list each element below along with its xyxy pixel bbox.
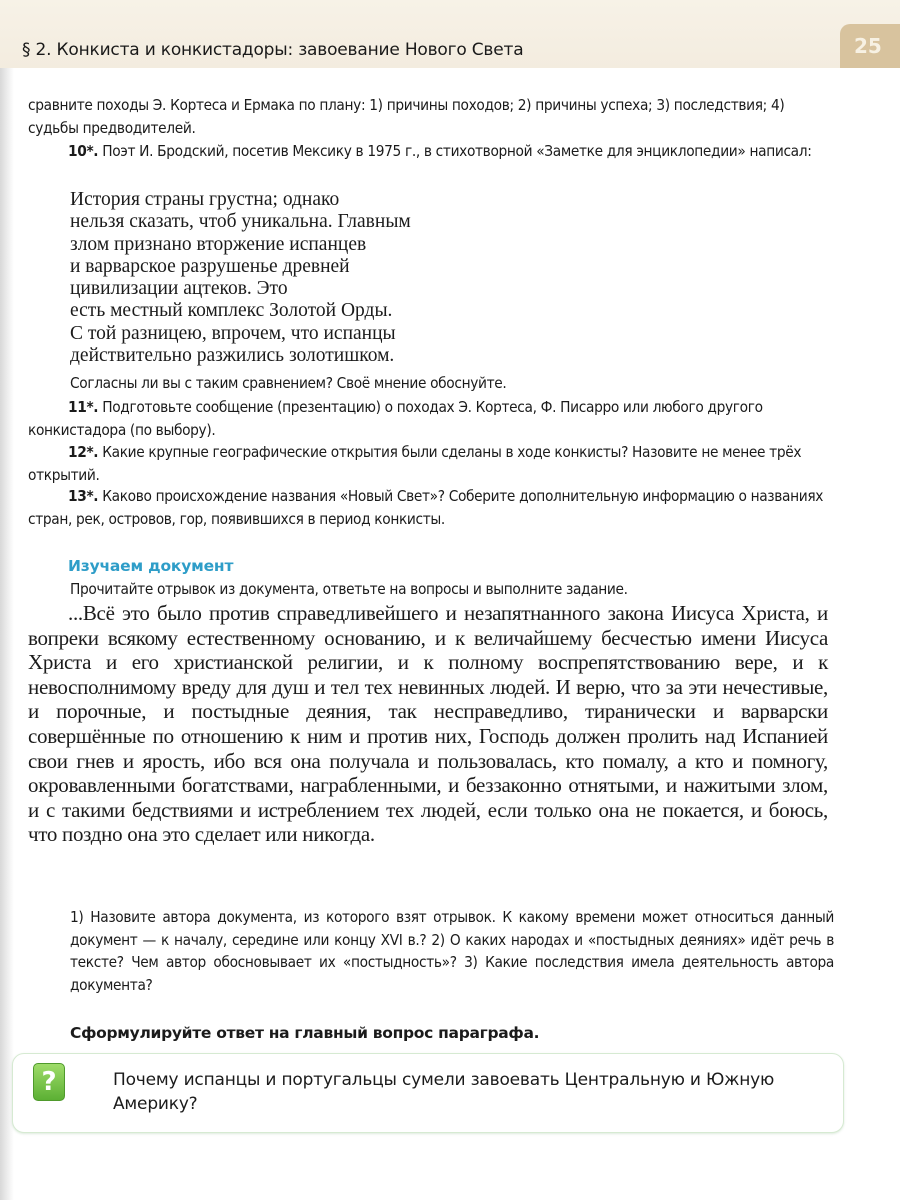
task-text: Подготовьте сообщение (презентацию) о походах Э. Кортеса, Ф. Писарро или любого другого конкистадора (по выбору).: [28, 398, 763, 439]
poem-line: История страны грустна; однако: [70, 189, 340, 210]
section-title-study-document: Изучаем документ: [68, 557, 234, 575]
page-edge-shadow: [0, 0, 14, 1200]
task-11: [28, 396, 834, 441]
poem-line: цивилизации ацтеков. Это: [70, 278, 288, 300]
task-10-question: Согласны ли вы с таким сравнением? Своё мнение обоснуйте.: [70, 374, 507, 392]
document-excerpt: ...Всё это было против справедливейшего и незапятнанного закона Иисуса Христа, и вопреки всякому естественному основанию, и к величайшему бесчестью имени Иисуса Христа и его христианской религии, и к полному воспрепятствованию вере, и к невосполнимому вреду для душ и тел тех невинных людей. И верю, что за эти нечестивые, и порочные, и постыдные деяния, так несправедливо, тиранически и варварски совершённые по отношению к ним и против них, Господь должен пролить над Испанией свои гнев и ярость, ибо вся она получала и пользовалась, кто помалу, а кто и помногу, окровавленными богатствами, награбленными, и беззаконно отнятыми, и нажитыми злом, и с такими бедствиями и истреблением тех людей, если только она не покается, и боюсь, что поздно она это сделает или никогда.: [28, 601, 828, 847]
task-number: 13*.: [68, 487, 99, 505]
poem-quote: [70, 189, 411, 367]
question-mark-icon: ?: [33, 1063, 65, 1101]
poem-line: действительно разжились золотишком.: [70, 345, 395, 367]
poem-line: и варварское разрушенье древней: [70, 255, 350, 277]
poem-line: С той разницею, впрочем, что испанцы: [70, 322, 396, 344]
task-12: [28, 441, 834, 486]
task-text: Какие крупные географические открытия были сделаны в ходе конкисты? Назовите не менее трёх открытий.: [28, 443, 802, 484]
task-13: [28, 485, 834, 530]
main-question: Почему испанцы и португальцы сумели завоевать Центральную и Южную Америку?: [113, 1070, 775, 1114]
document-instruction: Прочитайте отрывок из документа, ответьте на вопросы и выполните задание.: [70, 580, 628, 598]
task-number: 11*.: [68, 398, 99, 416]
page-number: 25: [854, 34, 882, 58]
task-number: 12*.: [68, 443, 99, 461]
task-intro-continuation: сравните походы Э. Кортеса и Ермака по плану: 1) причины походов; 2) причины успеха; 3) последствия; 4) судьбы предводителей.: [28, 96, 785, 137]
task-text: Поэт И. Бродский, посетив Мексику в 1975 г., в стихотворной «Заметке для энциклопедии» написал:: [102, 142, 812, 160]
page-header: [0, 0, 900, 68]
page-number-badge: [840, 24, 900, 68]
poem-line: нельзя сказать, чтоб уникальна. Главным: [70, 211, 411, 233]
poem-line: злом признано вторжение испанцев: [70, 233, 367, 255]
task-number: 10*.: [68, 142, 99, 160]
final-prompt: Сформулируйте ответ на главный вопрос параграфа.: [70, 1024, 540, 1042]
paragraph-title: § 2. Конкиста и конкистадоры: завоевание Нового Света: [22, 40, 524, 60]
task-text: Каково происхождение названия «Новый Свет»? Соберите дополнительную информацию о названиях стран, рек, островов, гор, появившихся в период конкисты.: [28, 487, 824, 528]
main-question-box: [12, 1053, 844, 1133]
poem-line: есть местный комплекс Золотой Орды.: [70, 300, 393, 322]
document-questions: 1) Назовите автора документа, из которого взят отрывок. К какому времени может относиться данный документ — к началу, середине или концу XVI в.? 2) О каких народах и «постыдных деяниях» идёт речь в тексте? Чем автор обосновывает их «постыдность»? 3) Какие последствия имела деятельность автора документа?: [70, 908, 834, 994]
task-10: [28, 140, 834, 163]
